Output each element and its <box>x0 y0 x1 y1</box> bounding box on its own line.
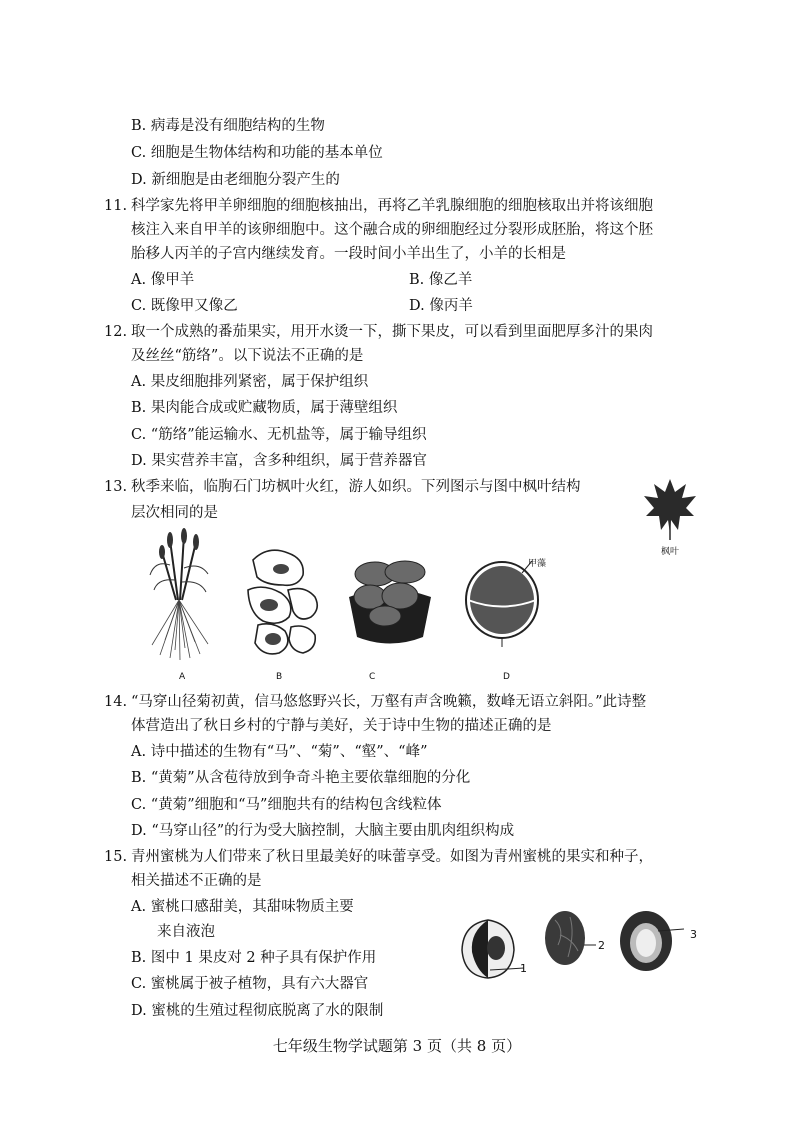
q15-option-a-line1: A. 蜜桃口感甜美，其甜味物质主要 <box>131 899 354 915</box>
q11-option-b: B. 像乙羊 <box>409 272 473 288</box>
q13-stem-line2: 层次相同的是 <box>131 505 218 521</box>
figure-c-label: C <box>369 672 376 682</box>
q14-stem-line2: 体营造出了秋日乡村的宁静与美好，关于诗中生物的描述正确的是 <box>131 718 552 734</box>
figure-b-label: B <box>276 672 283 682</box>
q14-option-b: B. “黄菊”从含苞待放到争奇斗艳主要依靠细胞的分化 <box>131 770 471 786</box>
peach-pit-figure <box>540 905 600 970</box>
q12-option-d: D. 果实营养丰富，含多种组织，属于营养器官 <box>131 453 427 469</box>
q11-stem-line3: 胎移人丙羊的子宫内继续发育。一段时间小羊出生了，小羊的长相是 <box>131 246 566 262</box>
q11-option-d: D. 像丙羊 <box>409 298 473 314</box>
q15-option-d: D. 蜜桃的生殖过程彻底脱离了水的限制 <box>131 1003 384 1019</box>
q11-number: 11. <box>104 198 128 214</box>
q14-option-a: A. 诗中描述的生物有“马”、“菊”、“壑”、“峰” <box>131 744 428 760</box>
q15-option-c: C. 蜜桃属于被子植物，具有六大器官 <box>131 976 369 992</box>
q11-option-c: C. 既像甲又像乙 <box>131 298 238 314</box>
q12-option-b: B. 果肉能合成或贮藏物质，属于薄壁组织 <box>131 400 398 416</box>
maple-leaf-figure <box>640 474 700 544</box>
figure-d-label: D <box>503 672 510 682</box>
q15-stem-line1: 青州蜜桃为人们带来了秋日里最美好的味蕾享受。如图为青州蜜桃的果实和种子， <box>131 849 653 865</box>
q11-stem-line1: 科学家先将甲羊卵细胞的细胞核抽出，再将乙羊乳腺细胞的细胞核取出并将该细胞 <box>131 198 653 214</box>
q14-option-d: D. “马穿山径”的行为受大脑控制，大脑主要由肌肉组织构成 <box>131 823 515 839</box>
q14-option-c: C. “黄菊”细胞和“马”细胞共有的结构包含线粒体 <box>131 797 442 813</box>
q12-option-c: C. “筋络”能运输水、无机盐等，属于输导组织 <box>131 427 427 443</box>
q12-option-a: A. 果皮细胞排列紧密，属于保护组织 <box>131 374 369 390</box>
q13-number: 13. <box>104 479 128 495</box>
peach-label-2: 2 <box>598 939 605 952</box>
peach-fruit-figure <box>458 912 518 982</box>
q13-stem-line1: 秋季来临，临朐石门坊枫叶火红，游人如织。下列图示与图中枫叶结构 <box>131 479 581 495</box>
maple-leaf-label: 枫叶 <box>661 547 680 557</box>
q12-number: 12. <box>104 324 128 340</box>
whole-plant-figure <box>140 530 220 665</box>
q10-option-b: B. 病毒是没有细胞结构的生物 <box>131 118 325 134</box>
page-footer: 七年级生物学试题第 3 页（共 8 页） <box>272 1037 522 1055</box>
q11-stem-line2: 核注入来自甲羊的该卵细胞中。这个融合成的卵细胞经过分裂形成胚胎，将这个胚 <box>131 222 653 238</box>
q10-option-c: C. 细胞是生物体结构和功能的基本单位 <box>131 145 383 161</box>
q12-stem-line1: 取一个成熟的番茄果实，用开水烫一下，撕下果皮，可以看到里面肥厚多汁的果肉 <box>131 324 653 340</box>
q10-option-d: D. 新细胞是由老细胞分裂产生的 <box>131 172 340 188</box>
peach-seed-figure <box>612 905 692 980</box>
figure-a-label: A <box>179 672 186 682</box>
algae-label: 甲藻 <box>528 559 547 569</box>
q15-stem-line2: 相关描述不正确的是 <box>131 873 262 889</box>
q15-option-b: B. 图中 1 果皮对 2 种子具有保护作用 <box>131 950 377 966</box>
q12-stem-line2: 及丝丝“筋络”。以下说法不正确的是 <box>131 348 364 364</box>
peach-label-3: 3 <box>690 928 697 941</box>
q14-stem-line1: “马穿山径菊初黄，信马悠悠野兴长，万壑有声含晚籁，数峰无语立斜阳。”此诗整 <box>131 694 647 710</box>
peach-label-1: 1 <box>520 962 527 975</box>
cell-tissue-figure <box>243 545 323 660</box>
q11-option-a: A. 像甲羊 <box>131 272 195 288</box>
q15-option-a-line2: 来自液泡 <box>157 924 215 940</box>
sweet-potato-basket-figure <box>345 552 435 647</box>
q15-number: 15. <box>104 849 128 865</box>
q14-number: 14. <box>104 694 128 710</box>
